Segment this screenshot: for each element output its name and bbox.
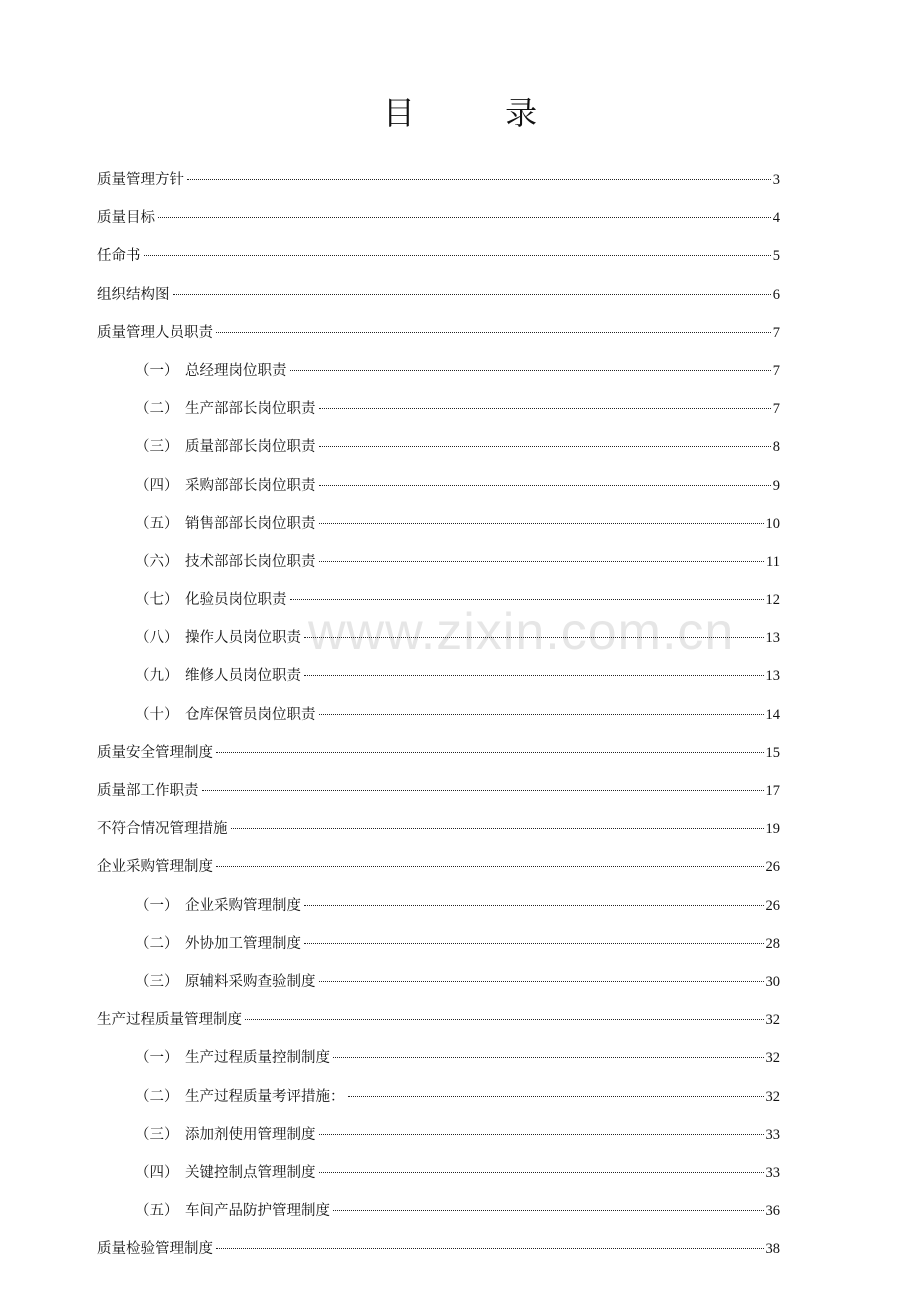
toc-entry-number: （七）	[135, 592, 179, 609]
toc-entry-page-number: 32	[765, 1012, 780, 1029]
toc-entry-page-number: 7	[772, 362, 780, 379]
toc-entry-page-number: 11	[766, 553, 780, 570]
toc-entry-label: 质量管理方针	[97, 172, 184, 188]
toc-dot-leader	[333, 1210, 764, 1211]
toc-entry-page-number: 36	[765, 1203, 780, 1220]
toc-entry-page-number: 13	[765, 668, 780, 685]
toc-entry-number: （三）	[135, 1126, 179, 1143]
toc-entry[interactable]	[97, 892, 780, 930]
toc-dot-leader	[319, 1172, 764, 1173]
toc-entry-page-number: 33	[765, 1164, 780, 1181]
toc-entry[interactable]	[97, 510, 780, 548]
toc-entry[interactable]	[97, 586, 780, 624]
toc-entry-label: 添加剂使用管理制度	[185, 1126, 316, 1143]
toc-entry[interactable]	[97, 815, 780, 853]
toc-entry[interactable]	[97, 433, 780, 471]
toc-entry-label: 技术部部长岗位职责	[185, 553, 316, 570]
toc-entry-label: 车间产品防护管理制度	[185, 1203, 330, 1220]
toc-entry[interactable]	[97, 739, 780, 777]
toc-entry-label: 关键控制点管理制度	[185, 1164, 316, 1181]
toc-entry-label: 质量管理人员职责	[97, 324, 213, 341]
toc-entry-page-number: 26	[765, 859, 780, 876]
toc-dot-leader	[202, 790, 764, 791]
watermark-text: www.zixin.com.cn	[308, 603, 735, 661]
toc-entry-page-number: 4	[772, 210, 780, 227]
toc-entry[interactable]	[97, 395, 780, 433]
toc-dot-leader	[173, 294, 771, 295]
toc-entry-label: 不符合情况管理措施	[97, 821, 228, 838]
toc-entry-number: （一）	[135, 362, 179, 379]
toc-dot-leader	[319, 485, 771, 486]
toc-dot-leader	[216, 1248, 764, 1249]
toc-entry-number: （三）	[135, 973, 179, 990]
toc-entry[interactable]	[97, 281, 780, 319]
toc-entry[interactable]	[97, 548, 780, 586]
toc-entry-page-number: 9	[772, 477, 780, 494]
toc-entry-label: 化验员岗位职责	[185, 592, 287, 609]
toc-entry[interactable]	[97, 242, 780, 280]
toc-entry-label: 维修人员岗位职责	[185, 668, 301, 685]
toc-dot-leader	[290, 599, 764, 600]
toc-entry-page-number: 26	[765, 897, 780, 914]
toc-entry[interactable]	[97, 853, 780, 891]
toc-dot-leader	[231, 828, 764, 829]
toc-dot-leader	[304, 637, 764, 638]
toc-dot-leader	[216, 866, 764, 867]
toc-entry-number: （九）	[135, 668, 179, 685]
toc-dot-leader	[216, 752, 764, 753]
toc-entry-page-number: 33	[765, 1126, 780, 1143]
toc-entry-page-number: 10	[765, 515, 780, 532]
toc-entry-label: 质量部工作职责	[97, 783, 199, 799]
toc-entry-label: 质量目标	[97, 210, 155, 227]
toc-entry-page-number: 12	[765, 592, 780, 609]
toc-entry-page-number: 5	[772, 248, 780, 265]
toc-entry-number: （三）	[135, 439, 179, 456]
toc-entry[interactable]	[97, 968, 780, 1006]
toc-entry-page-number: 32	[765, 1088, 780, 1105]
toc-dot-leader	[319, 561, 765, 562]
table-of-contents	[97, 166, 780, 1273]
toc-entry-number: （一）	[135, 897, 179, 914]
toc-entry-page-number: 14	[765, 706, 780, 723]
toc-dot-leader	[158, 217, 771, 218]
toc-entry-label: 生产过程质量控制制度	[185, 1050, 330, 1067]
toc-entry[interactable]	[97, 930, 780, 968]
toc-entry[interactable]	[97, 662, 780, 700]
toc-entry[interactable]	[97, 1044, 780, 1082]
toc-entry-label: 生产过程质量管理制度	[97, 1012, 242, 1029]
toc-entry-label: 企业采购管理制度	[185, 897, 301, 914]
toc-dot-leader	[144, 255, 771, 256]
toc-dot-leader	[319, 523, 764, 524]
toc-entry[interactable]	[97, 1159, 780, 1197]
toc-entry[interactable]	[97, 204, 780, 242]
toc-dot-leader	[319, 1134, 764, 1135]
toc-dot-leader	[319, 981, 764, 982]
toc-entry[interactable]	[97, 777, 780, 815]
toc-entry-label: 企业采购管理制度	[97, 859, 213, 876]
toc-entry[interactable]	[97, 357, 780, 395]
toc-entry-number: （二）	[135, 401, 179, 418]
toc-dot-leader	[333, 1057, 764, 1058]
toc-entry-label: 生产过程质量考评措施：	[185, 1088, 345, 1105]
toc-entry-page-number: 30	[765, 973, 780, 990]
toc-dot-leader	[319, 408, 771, 409]
toc-entry-page-number: 6	[772, 286, 780, 303]
toc-entry[interactable]	[97, 319, 780, 357]
toc-entry-label: 仓库保管员岗位职责	[185, 706, 316, 723]
toc-entry-number: （四）	[135, 1164, 179, 1181]
toc-entry-page-number: 17	[765, 783, 780, 799]
toc-entry-label: 质量安全管理制度	[97, 744, 213, 761]
toc-entry-number: （四）	[135, 477, 179, 494]
toc-entry-number: （一）	[135, 1050, 179, 1067]
toc-entry-label: 外协加工管理制度	[185, 935, 301, 952]
toc-entry-label: 采购部部长岗位职责	[185, 477, 316, 494]
toc-entry-label: 操作人员岗位职责	[185, 630, 301, 647]
toc-entry-label: 原辅料采购查验制度	[185, 973, 316, 990]
toc-entry-label: 组织结构图	[97, 286, 170, 303]
toc-entry-number: （二）	[135, 935, 179, 952]
toc-entry-page-number: 32	[765, 1050, 780, 1067]
toc-entry-label: 总经理岗位职责	[185, 362, 287, 379]
toc-entry-page-number: 7	[772, 324, 780, 341]
toc-entry[interactable]	[97, 1083, 780, 1121]
toc-dot-leader	[245, 1019, 764, 1020]
toc-dot-leader	[304, 943, 764, 944]
toc-entry-page-number: 3	[772, 172, 780, 188]
toc-entry[interactable]	[97, 166, 780, 204]
page-title: 目 录	[382, 94, 578, 132]
toc-entry-page-number: 28	[765, 935, 780, 952]
toc-dot-leader	[304, 905, 764, 906]
toc-entry-number: （十）	[135, 706, 179, 723]
toc-dot-leader	[319, 446, 771, 447]
toc-entry-number: （五）	[135, 1203, 179, 1220]
toc-entry-number: （六）	[135, 553, 179, 570]
toc-entry-page-number: 38	[765, 1241, 780, 1258]
toc-dot-leader	[216, 332, 771, 333]
toc-entry-page-number: 19	[765, 821, 780, 838]
toc-entry[interactable]	[97, 701, 780, 739]
toc-entry-label: 任命书	[97, 248, 141, 265]
toc-entry-label: 质量检验管理制度	[97, 1241, 213, 1258]
toc-entry[interactable]	[97, 1121, 780, 1159]
toc-entry[interactable]	[97, 472, 780, 510]
toc-dot-leader	[187, 179, 771, 180]
toc-entry-number: （五）	[135, 515, 179, 532]
toc-dot-leader	[348, 1096, 764, 1097]
toc-entry[interactable]	[97, 624, 780, 662]
toc-entry[interactable]	[97, 1197, 780, 1235]
toc-dot-leader	[290, 370, 771, 371]
toc-entry-number: （二）	[135, 1088, 179, 1105]
toc-entry[interactable]	[97, 1006, 780, 1044]
toc-entry-label: 销售部部长岗位职责	[185, 515, 316, 532]
toc-entry-page-number: 15	[765, 744, 780, 761]
toc-entry[interactable]	[97, 1235, 780, 1273]
toc-entry-label: 生产部部长岗位职责	[185, 401, 316, 418]
toc-entry-page-number: 8	[772, 439, 780, 456]
toc-dot-leader	[319, 714, 764, 715]
toc-entry-page-number: 7	[772, 401, 780, 418]
toc-dot-leader	[304, 675, 764, 676]
toc-entry-number: （八）	[135, 630, 179, 647]
toc-entry-label: 质量部部长岗位职责	[185, 439, 316, 456]
toc-entry-page-number: 13	[765, 630, 780, 647]
